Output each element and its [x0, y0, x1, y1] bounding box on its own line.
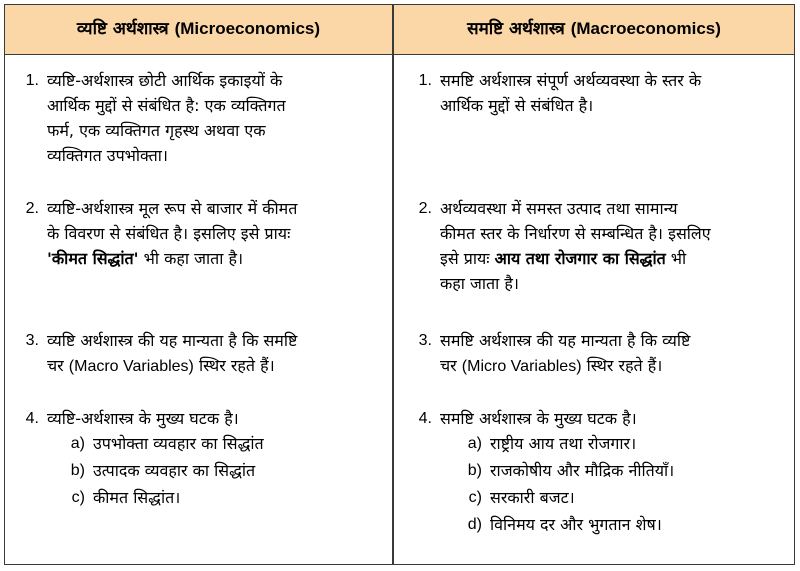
text-line: व्यष्टि-अर्थशास्त्र के मुख्य घटक है। — [47, 409, 239, 428]
text-line: व्यष्टि-अर्थशास्त्र मूल रूप से बाजार में कीमत — [47, 199, 298, 218]
text-line: अर्थव्यवस्था में समस्त उत्पाद तथा सामान्य — [440, 199, 678, 218]
text-line — [440, 246, 711, 271]
header-left-hindi: व्यष्टि अर्थशास्त्र — [76, 19, 169, 39]
list-number: 2. — [418, 200, 432, 217]
text-segment: इसे प्रायः — [440, 249, 495, 268]
text-line: समष्टि अर्थशास्त्र के मुख्य घटक है। — [440, 409, 637, 428]
text-line: व्यष्टि अर्थशास्त्र की यह मान्यता है कि समष्टि — [47, 331, 298, 350]
list-number: 3. — [25, 332, 39, 349]
header-right-hindi: समष्टि अर्थशास्त्र — [467, 19, 565, 39]
sub-label: b) — [70, 462, 85, 479]
text-segment: (Micro Variables) — [461, 358, 582, 375]
sub-text: उत्पादक व्यवहार का सिद्धांत — [93, 461, 256, 480]
text-line: समष्टि अर्थशास्त्र संपूर्ण अर्थव्यवस्था के स्तर के — [440, 71, 702, 90]
header-right-english: (Macroeconomics) — [570, 19, 721, 38]
list-number: 3. — [418, 332, 432, 349]
sub-label: b) — [467, 462, 482, 479]
list-number: 1. — [25, 72, 39, 89]
list-number: 4. — [25, 410, 39, 427]
text-line: कीमत स्तर के निर्धारण से सम्बन्धित है। इसलिए — [440, 224, 711, 243]
text-segment: चर — [440, 356, 462, 375]
text-line: व्यक्तिगत उपभोक्ता। — [47, 146, 168, 165]
bold-term: आय तथा रोजगार का सिद्धांत — [494, 249, 666, 268]
text-line — [440, 353, 690, 379]
sub-text: सरकारी बजट। — [490, 488, 575, 507]
text-line: के विवरण से संबंधित है। इसलिए इसे प्रायः — [47, 224, 291, 243]
sub-text: उपभोक्ता व्यवहार का सिद्धांत — [93, 434, 264, 453]
text-line — [47, 353, 297, 379]
header-macroeconomics — [394, 5, 794, 53]
bold-term: 'कीमत सिद्धांत' — [47, 249, 139, 268]
header-microeconomics — [5, 5, 392, 53]
text-line — [47, 246, 297, 271]
text-line: समष्टि अर्थशास्त्र की यह मान्यता है कि व्यष्टि — [440, 331, 691, 350]
sub-label: a) — [467, 435, 482, 452]
text-segment: भी कहा जाता है। — [138, 249, 244, 268]
text-line: आर्थिक मुद्दों से संबंधित है। — [440, 96, 594, 115]
list-number: 1. — [418, 72, 432, 89]
text-segment: (Macro Variables) — [68, 358, 194, 375]
text-segment: स्थिर रहते हैं। — [193, 356, 275, 375]
sub-text: राजकोषीय और मौद्रिक नीतियाँ। — [490, 461, 675, 480]
micro-column — [5, 55, 392, 564]
text-line: कहा जाता है। — [440, 274, 519, 293]
sub-label: d) — [467, 516, 482, 533]
macro-column — [394, 55, 794, 564]
list-number: 2. — [25, 200, 39, 217]
text-line: फर्म, एक व्यक्तिगत गृहस्थ अथवा एक — [47, 121, 266, 140]
text-line: व्यष्टि-अर्थशास्त्र छोटी आर्थिक इकाइयों के — [47, 71, 283, 90]
text-segment: चर — [47, 356, 69, 375]
sub-text: राष्ट्रीय आय तथा रोजगार। — [490, 434, 637, 453]
comparison-table — [4, 4, 795, 565]
sub-label: c) — [468, 489, 482, 506]
text-segment: स्थिर रहते हैं। — [581, 356, 663, 375]
text-line: आर्थिक मुद्दों से संबंधित है: एक व्यक्तिगत — [47, 96, 286, 115]
sub-label: c) — [71, 489, 85, 506]
sub-label: a) — [70, 435, 85, 452]
text-segment: भी — [665, 249, 687, 268]
sub-text: विनिमय दर और भुगतान शेष। — [490, 515, 662, 534]
list-number: 4. — [418, 410, 432, 427]
header-left-english: (Microeconomics) — [174, 19, 321, 38]
sub-text: कीमत सिद्धांत। — [93, 488, 181, 507]
